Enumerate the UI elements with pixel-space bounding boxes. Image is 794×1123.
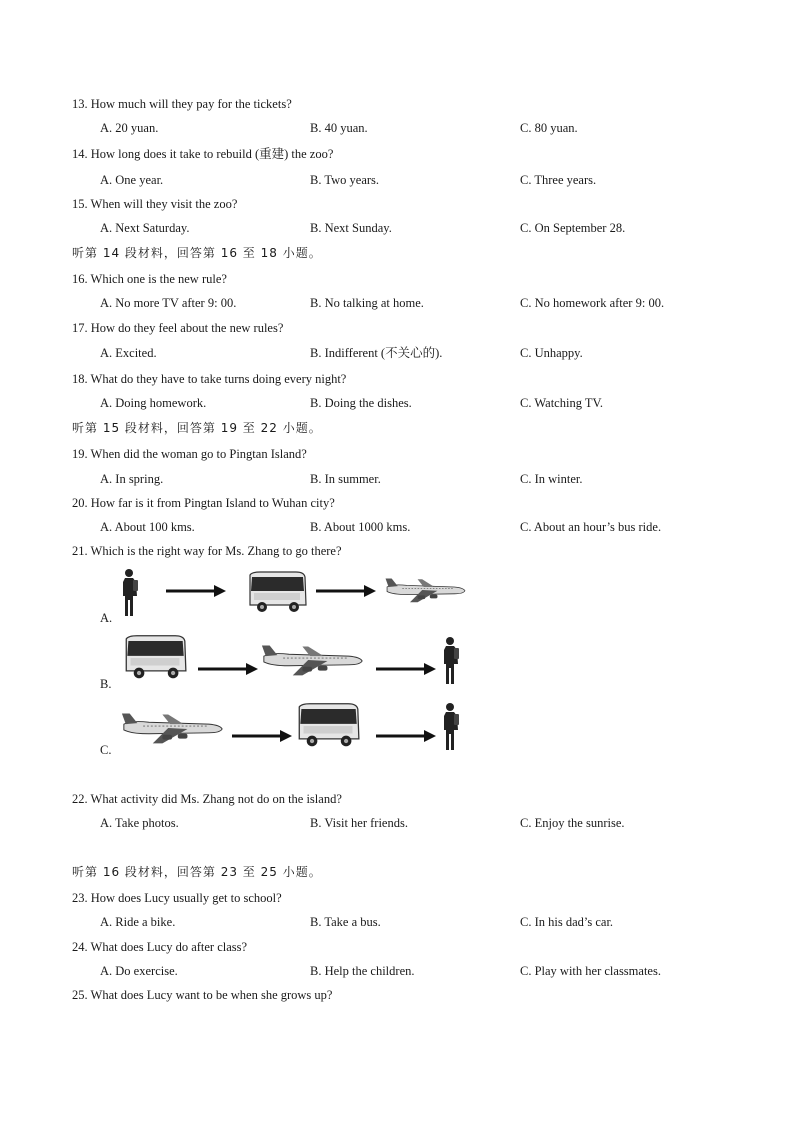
option-19a: A. In spring. [100, 472, 164, 486]
arrow-icon [166, 585, 226, 597]
question-13: 13. How much will they pay for the tickets? [72, 97, 292, 111]
option-15b: B. Next Sunday. [310, 221, 392, 235]
option-16a: A. No more TV after 9: 00. [100, 296, 237, 310]
option-24b: B. Help the children. [310, 964, 415, 978]
option-16c: C. No homework after 9: 00. [520, 296, 665, 310]
option-24c: C. Play with her classmates. [520, 964, 661, 978]
option-17b: B. Indifferent (不关心的). [310, 346, 443, 360]
option-17c: C. Unhappy. [520, 346, 583, 360]
option-20c: C. About an hour’s bus ride. [520, 520, 662, 534]
arrow-icon [232, 730, 292, 742]
question-19: 19. When did the woman go to Pingtan Island? [72, 447, 307, 461]
question-24: 24. What does Lucy do after class? [72, 940, 248, 954]
airplane-icon [120, 710, 226, 746]
option-17a: A. Excited. [100, 346, 157, 360]
person-icon [441, 702, 461, 752]
airplane-icon [260, 642, 366, 678]
option-14b: B. Two years. [310, 173, 380, 187]
option-20b: B. About 1000 kms. [310, 520, 411, 534]
option-13b: B. 40 yuan. [310, 121, 368, 135]
option-14a: A. One year. [100, 173, 164, 187]
arrow-icon [376, 663, 436, 675]
option-22c: C. Enjoy the sunrise. [520, 816, 625, 830]
section-heading-15: 听第 15 段材料，回答第 19 至 22 小题。 [72, 421, 322, 435]
option-18a: A. Doing homework. [100, 396, 207, 410]
option-16b: B. No talking at home. [310, 296, 424, 310]
option-20a: A. About 100 kms. [100, 520, 195, 534]
option-15a: A. Next Saturday. [100, 221, 190, 235]
question-18: 18. What do they have to take turns doing every night? [72, 372, 347, 386]
question-20: 20. How far is it from Pingtan Island to Wuhan city? [72, 496, 335, 510]
option-22a: A. Take photos. [100, 816, 179, 830]
option-19c: C. In winter. [520, 472, 583, 486]
bus-icon [246, 571, 308, 613]
option-18c: C. Watching TV. [520, 396, 604, 410]
option-21b-label: B. [100, 677, 112, 691]
arrow-icon [198, 663, 258, 675]
question-23: 23. How does Lucy usually get to school? [72, 891, 282, 905]
section-heading-16: 听第 16 段材料，回答第 23 至 25 小题。 [72, 865, 322, 879]
airplane-icon [384, 574, 468, 606]
arrow-icon [376, 730, 436, 742]
option-23c: C. In his dad’s car. [520, 915, 614, 929]
question-21: 21. Which is the right way for Ms. Zhang to go there? [72, 544, 342, 558]
option-19b: B. In summer. [310, 472, 381, 486]
question-17: 17. How do they feel about the new rules? [72, 321, 284, 335]
option-13a: A. 20 yuan. [100, 121, 159, 135]
option-21c-label: C. [100, 743, 112, 757]
option-15c: C. On September 28. [520, 221, 626, 235]
option-24a: A. Do exercise. [100, 964, 178, 978]
question-16: 16. Which one is the new rule? [72, 272, 227, 286]
question-15: 15. When will they visit the zoo? [72, 197, 238, 211]
section-heading-14: 听第 14 段材料，回答第 16 至 18 小题。 [72, 246, 322, 260]
option-21a-label: A. [100, 611, 113, 625]
person-icon [441, 636, 461, 686]
option-18b: B. Doing the dishes. [310, 396, 412, 410]
option-23a: A. Ride a bike. [100, 915, 176, 929]
bus-icon [295, 702, 361, 748]
option-13c: C. 80 yuan. [520, 121, 578, 135]
option-23b: B. Take a bus. [310, 915, 381, 929]
option-22b: B. Visit her friends. [310, 816, 408, 830]
arrow-icon [316, 585, 376, 597]
question-14: 14. How long does it take to rebuild (重建) the zoo? [72, 147, 334, 161]
person-icon [120, 568, 140, 618]
question-22: 22. What activity did Ms. Zhang not do on the island? [72, 792, 342, 806]
option-14c: C. Three years. [520, 173, 597, 187]
question-25: 25. What does Lucy want to be when she grows up? [72, 988, 333, 1002]
bus-icon [122, 634, 188, 680]
